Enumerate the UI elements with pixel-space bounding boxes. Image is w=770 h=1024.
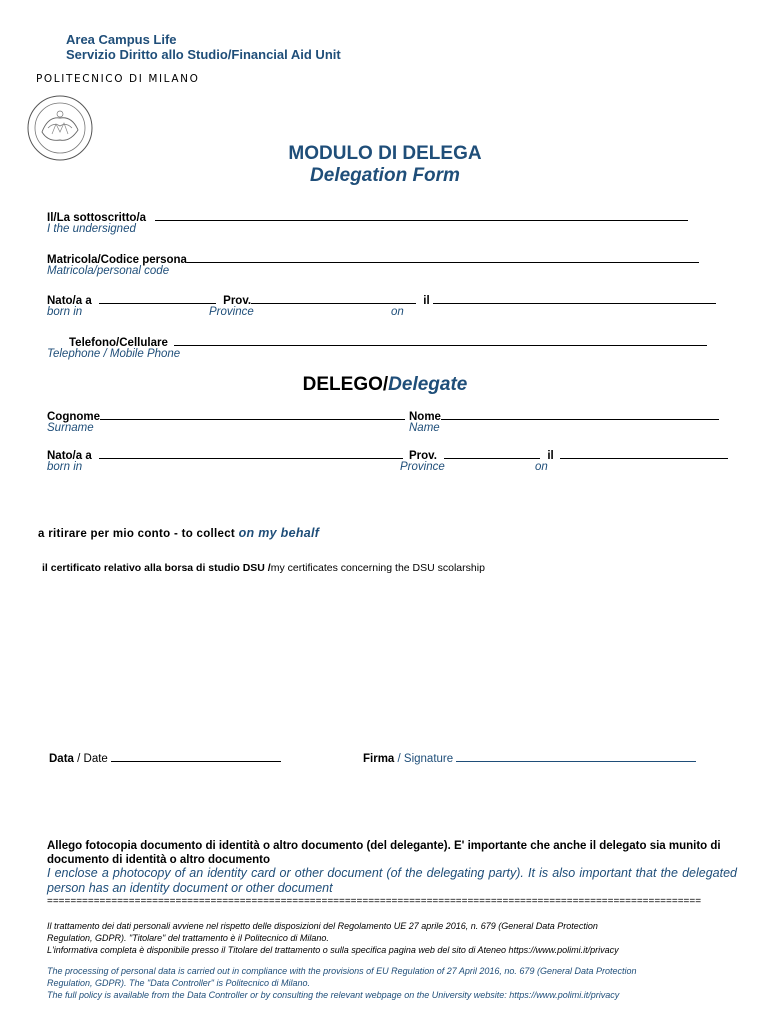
signature-row: [363, 751, 696, 765]
delegate-born-in-field[interactable]: [99, 448, 403, 459]
privacy-en-line: Regulation, GDPR). The "Data Controller" is Politecnico di Milano.: [47, 978, 310, 988]
attachment-note: Allego fotocopia documento di identità o altro documento (del delegante). E' importante che anche il delegato sia munito di documento di identità o altro documento: [47, 840, 721, 866]
delegate-province-row: [409, 448, 728, 462]
birth-date-field[interactable]: [433, 293, 716, 304]
province-field[interactable]: [251, 293, 416, 304]
signature-label: Firma: [363, 753, 395, 765]
delegate-province-label: Prov.: [409, 450, 437, 462]
undersigned-field[interactable]: [155, 210, 688, 221]
birth-date-label: il: [423, 295, 430, 307]
delegate-heading-it: DELEGO/: [302, 374, 389, 395]
matricola-field[interactable]: [187, 252, 699, 263]
undersigned-label: Il/La sottoscritto/a: [47, 212, 147, 224]
privacy-notice-en: [47, 965, 747, 1001]
date-field[interactable]: [111, 751, 281, 762]
born-in-label-english: born in: [47, 306, 83, 318]
delegate-name-row: [409, 409, 719, 423]
name-field[interactable]: [441, 409, 719, 420]
delegate-birth-date-label: il: [547, 450, 554, 462]
matricola-label: Matricola/Codice persona: [47, 254, 187, 266]
province-label: Prov.: [223, 295, 252, 307]
signature-label-english: / Signature: [394, 753, 457, 765]
form-title-english: Delegation Form: [310, 165, 460, 186]
signature-field[interactable]: [456, 751, 696, 762]
privacy-it-line: Regulation, GDPR). "Titolare" del trattamento è il Politecnico di Milano.: [47, 933, 329, 943]
delegate-birth-date-label-english: on: [535, 461, 548, 473]
privacy-notice-it: [47, 920, 747, 956]
delegate-province-label-english: Province: [400, 461, 445, 473]
delegate-heading-en: Delegate: [388, 374, 468, 395]
certificate-statement: [42, 562, 485, 574]
phone-label-english: Telephone / Mobile Phone: [47, 348, 181, 360]
unit-area-title: Area Campus Life: [66, 32, 177, 47]
name-label-english: Name: [409, 422, 440, 434]
certificate-it: il certificato relativo alla borsa di studio DSU /: [42, 562, 271, 574]
privacy-en-line: The full policy is available from the Data Controller or by consulting the relevant webpage on the University website: https://www.polimi.it/privacy: [47, 990, 620, 1000]
collect-statement: [38, 526, 319, 540]
matricola-row: [47, 252, 699, 266]
delegate-born-in-label: Nato/a a: [47, 450, 92, 462]
delegate-birth-date-field[interactable]: [560, 448, 728, 459]
birth-date-label-english: on: [391, 306, 404, 318]
surname-label-english: Surname: [47, 422, 94, 434]
matricola-label-english: Matricola/personal code: [47, 265, 170, 277]
privacy-en-line: The processing of personal data is carried out in compliance with the provisions of EU Regulation of 27 April 2016, no. 679 (General Data Protection: [47, 966, 637, 976]
form-title: MODULO DI DELEGA: [288, 143, 482, 164]
delegator-birth-row: [47, 293, 716, 307]
surname-label: Cognome: [47, 411, 101, 423]
delegate-heading: [0, 374, 770, 396]
separator-line: ================================================================================================================: [47, 896, 702, 907]
delegate-province-field[interactable]: [444, 448, 540, 459]
phone-field[interactable]: [174, 335, 707, 346]
born-in-field[interactable]: [99, 293, 216, 304]
date-label: Data: [49, 753, 74, 765]
date-row: [49, 751, 281, 765]
privacy-it-line: Il trattamento dei dati personali avviene nel rispetto delle disposizioni del Regolamento UE 27 aprile 2016, n. 679 (General Data Protection: [47, 921, 598, 931]
institution-name: POLITECNICO DI MILANO: [36, 73, 200, 85]
undersigned-label-english: I the undersigned: [47, 223, 136, 235]
collect-en: on my behalf: [238, 526, 320, 540]
privacy-it-line: L'informativa completa è disponibile presso il Titolare del trattamento o sulla specifica pagina web del sito di Ateneo https://www.polimi.it/privacy: [47, 945, 619, 955]
unit-service-title: Servizio Diritto allo Studio/Financial Aid Unit: [66, 47, 341, 62]
attachment-note-english: I enclose a photocopy of an identity card or other document (of the delegating party). It is also important that the delegated person has an identity document or other document: [47, 866, 737, 895]
certificate-en: my certificates concerning the DSU scolarship: [270, 562, 485, 574]
phone-row: [69, 335, 707, 349]
phone-label: Telefono/Cellulare: [69, 337, 168, 349]
date-label-english: / Date: [73, 753, 112, 765]
born-in-label: Nato/a a: [47, 295, 92, 307]
name-label: Nome: [409, 411, 441, 423]
delegate-birth-row: [47, 448, 403, 462]
undersigned-row: [47, 210, 688, 224]
province-label-english: Province: [209, 306, 254, 318]
collect-it: a ritirare per mio conto - to collect: [38, 528, 239, 540]
delegate-surname-row: [47, 409, 405, 423]
surname-field[interactable]: [100, 409, 405, 420]
delegate-born-in-label-english: born in: [47, 461, 83, 473]
